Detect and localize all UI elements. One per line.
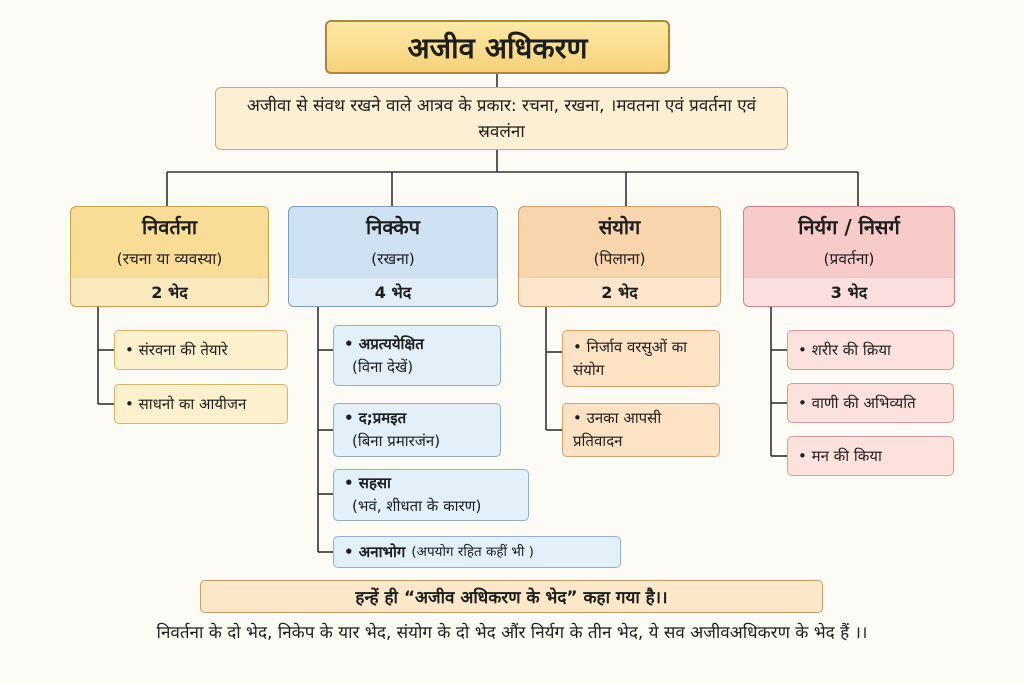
category-header: [289, 207, 497, 277]
sub-item: [562, 403, 720, 457]
sub-item-title: • मन की किया: [798, 446, 882, 465]
sub-item-title: • वाणी की अभिव्यति: [798, 393, 916, 412]
sub-item: [787, 436, 954, 476]
sub-item: [333, 403, 501, 457]
category-count: 3 भेद: [744, 277, 954, 306]
sub-item-detail: (भवं, शीधता के कारण): [352, 497, 482, 515]
category-name: निर्यग / निसर्ग: [798, 215, 900, 239]
category-sanyog: [518, 206, 721, 307]
category-header: [71, 207, 268, 277]
sub-item-detail: (विना देखें): [352, 357, 414, 376]
category-subtitle: (रचना या व्यवस्या): [116, 250, 223, 268]
category-name: संयोग: [598, 215, 641, 239]
sub-item: [562, 330, 720, 387]
category-nisarg: [743, 206, 955, 307]
category-count: 4 भेद: [289, 277, 497, 306]
category-count: 2 भेद: [519, 277, 720, 306]
category-subtitle: (पिलाना): [593, 250, 646, 268]
sub-item-title: • साधनो का आयीजन: [125, 394, 247, 413]
sub-item-title: • शरीर की क्रिया: [798, 340, 891, 359]
sub-item-title: • द;प्रमइत: [344, 409, 407, 427]
category-header: [744, 207, 954, 277]
sub-item-title: • उनका आपसी प्रतिवादन: [573, 409, 662, 450]
sub-item: [333, 536, 621, 568]
category-name: निक्केप: [366, 215, 420, 239]
diagram-title: अजीव अधिकरण: [325, 20, 670, 74]
sub-item-title: • अनाभोग: [344, 542, 406, 561]
category-name: निवर्तना: [141, 215, 198, 239]
intro-text: अजीवा से संवथ रखने वाले आत्रव के प्रकार: रचना, रखना, ।मवतना एवं प्रवर्तना एवं स्रवलंना: [246, 95, 757, 142]
category-subtitle: (रखना): [371, 250, 415, 268]
sub-item-title: • संरवना की तेयारे: [125, 340, 228, 359]
sub-item: [333, 325, 501, 386]
footer-note: निवर्तना के दो भेद, निकेप के यार भेद, संयोग के दो भेद औंर निर्यग के तीन भेद, ये सव अजीवअधिकरण के भेद हैं ।।: [156, 623, 868, 643]
category-header: [519, 207, 720, 277]
category-nivartana: [70, 206, 269, 307]
sub-item-title: • अप्रत्ययेक्षित: [344, 334, 424, 353]
category-subtitle: (प्रवर्तना): [823, 250, 875, 268]
category-nikshep: [288, 206, 498, 307]
sub-item-detail: (बिना प्रमारजंन): [352, 432, 441, 450]
sub-item: [787, 330, 954, 370]
sub-item-detail: (अपयोग रहित कहीं भी ): [411, 543, 534, 560]
intro-description: [215, 87, 788, 150]
sub-item-title: • सहसा: [344, 474, 391, 492]
sub-item: [114, 384, 288, 424]
category-count: 2 भेद: [71, 277, 268, 306]
sub-item: [114, 330, 288, 370]
sub-item: [787, 383, 954, 423]
sub-item: [333, 469, 529, 521]
sub-item-title: • निर्जाव वरसुओं का संयोग: [573, 337, 688, 379]
summary-banner: हन्हें ही “अजीव अधिकरण के भेद” कहा गया है।।: [200, 580, 823, 613]
